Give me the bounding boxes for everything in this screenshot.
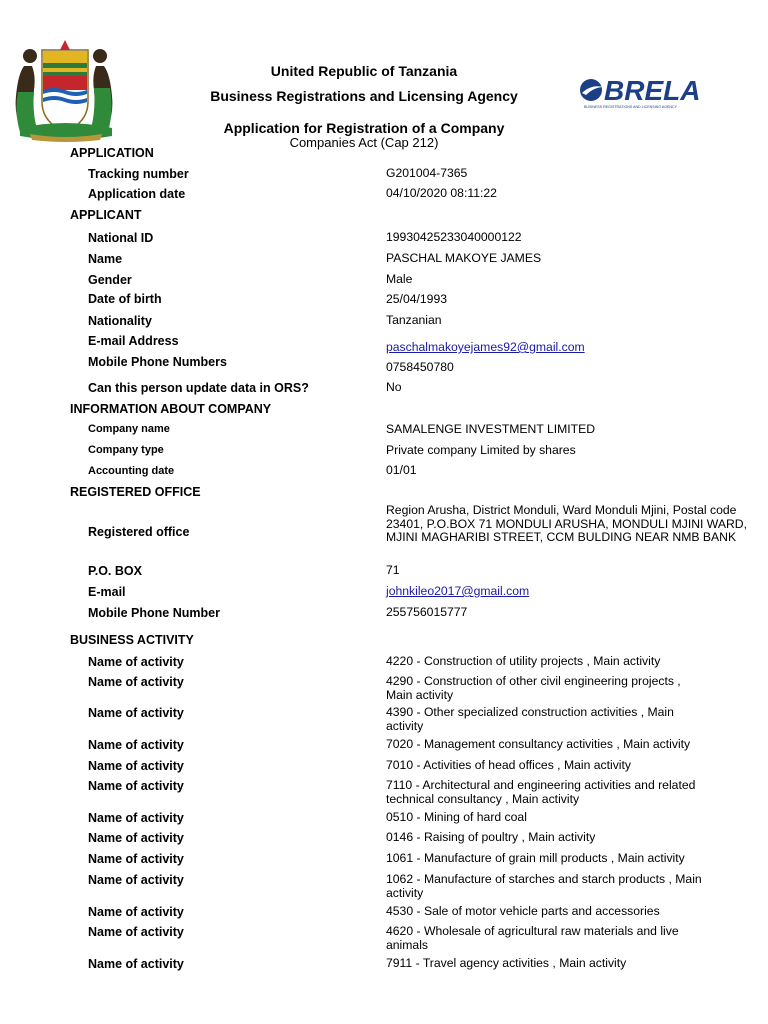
section-company-info: INFORMATION ABOUT COMPANY	[70, 402, 272, 416]
section-business-activity: BUSINESS ACTIVITY	[70, 633, 194, 647]
update-data-label: Can this person update data in ORS?	[88, 381, 309, 395]
office-phone-label: Mobile Phone Number	[88, 606, 220, 620]
activity-value: 1061 - Manufacture of grain mill products , Main activity	[386, 851, 685, 865]
header-agency: Business Registrations and Licensing Agency	[210, 88, 518, 104]
activity-label: Name of activity	[88, 925, 184, 939]
mobile-phone-numbers-label: Mobile Phone Numbers	[88, 355, 227, 369]
section-applicant: APPLICANT	[70, 208, 142, 222]
activity-value: 1062 - Manufacture of starches and starch products , Main activity	[386, 872, 702, 900]
application-date-label: Application date	[88, 187, 186, 201]
activity-label: Name of activity	[88, 873, 184, 887]
activity-value: 0146 - Raising of poultry , Main activity	[386, 830, 596, 844]
activity-label: Name of activity	[88, 779, 184, 793]
activity-label: Name of activity	[88, 852, 184, 866]
document-title: Application for Registration of a Company	[223, 120, 505, 136]
applicant-email-link[interactable]: paschalmakoyejames92@gmail.com	[386, 340, 585, 354]
activity-value: 4220 - Construction of utility projects , Main activity	[386, 654, 661, 668]
national-id-value: 19930425233040000122	[386, 230, 522, 244]
application-date-value: 04/10/2020 08:11:22	[386, 186, 497, 200]
po-box-value: 71	[386, 563, 400, 577]
activity-value: 4620 - Wholesale of agricultural raw materials and live animals	[386, 924, 679, 952]
nationality-label: Nationality	[88, 314, 152, 328]
applicant-name-label: Name	[88, 252, 123, 266]
dob-value: 25/04/1993	[386, 292, 447, 306]
header-country: United Republic of Tanzania	[270, 63, 458, 79]
activity-label: Name of activity	[88, 675, 184, 689]
activity-value: 0510 - Mining of hard coal	[386, 810, 527, 824]
activity-label: Name of activity	[88, 831, 184, 845]
activity-value: 7110 - Architectural and engineering activities and related technical consultancy , Main activity	[386, 778, 696, 806]
activity-value: 4290 - Construction of other civil engineering projects , Main activity	[386, 674, 681, 702]
dob-label: Date of birth	[88, 292, 162, 306]
section-application: APPLICATION	[70, 146, 154, 160]
tracking-number-label: Tracking number	[88, 167, 189, 181]
accounting-date-value: 01/01	[386, 463, 417, 477]
brela-tagline: BUSINESS REGISTRATIONS AND LICENSING AGENCY	[584, 105, 677, 109]
section-registered-office: REGISTERED OFFICE	[70, 485, 201, 499]
office-phone-value: 255756015777	[386, 605, 468, 619]
brela-logo-text: BRELA	[604, 75, 701, 106]
company-type-value: Private company Limited by shares	[386, 443, 576, 457]
activity-label: Name of activity	[88, 957, 184, 971]
activity-value: 4390 - Other specialized construction activities , Main activity	[386, 705, 674, 733]
company-name-label: Company name	[88, 423, 170, 435]
mobile-phone-numbers-value: 0758450780	[386, 360, 454, 374]
activity-label: Name of activity	[88, 905, 184, 919]
accounting-date-label: Accounting date	[88, 465, 175, 477]
registered-office-label: Registered office	[88, 525, 190, 539]
tracking-number-value: G201004-7365	[386, 166, 468, 180]
gender-value: Male	[386, 272, 413, 286]
registered-office-value: Region Arusha, District Monduli, Ward Monduli Mjini, Postal code 23401, P.O.BOX 71 MONDULI ARUSHA, MONDULI MJINI WARD, MJINI MAGHARIBI STREET, CCM BULDING NEAR NMB BANK	[386, 503, 747, 544]
applicant-email-label: E-mail Address	[88, 334, 179, 348]
office-email-label: E-mail	[88, 585, 126, 599]
office-email-link[interactable]: johnkileo2017@gmail.com	[386, 584, 530, 598]
company-name-value: SAMALENGE INVESTMENT LIMITED	[386, 422, 596, 436]
activity-value: 7010 - Activities of head offices , Main activity	[386, 758, 631, 772]
activity-label: Name of activity	[88, 706, 184, 720]
activity-value: 4530 - Sale of motor vehicle parts and accessories	[386, 904, 660, 918]
gender-label: Gender	[88, 273, 132, 287]
activity-label: Name of activity	[88, 655, 184, 669]
activity-value: 7020 - Management consultancy activities , Main activity	[386, 737, 691, 751]
nationality-value: Tanzanian	[386, 313, 442, 327]
po-box-label: P.O. BOX	[88, 564, 142, 578]
applicant-name-value: PASCHAL MAKOYE JAMES	[386, 251, 542, 265]
activity-label: Name of activity	[88, 738, 184, 752]
activity-label: Name of activity	[88, 811, 184, 825]
company-type-label: Company type	[88, 444, 164, 456]
national-id-label: National ID	[88, 231, 154, 245]
activity-value: 7911 - Travel agency activities , Main activity	[386, 956, 627, 970]
update-data-value: No	[386, 380, 402, 394]
activity-label: Name of activity	[88, 759, 184, 773]
document-subtitle: Companies Act (Cap 212)	[289, 135, 439, 150]
